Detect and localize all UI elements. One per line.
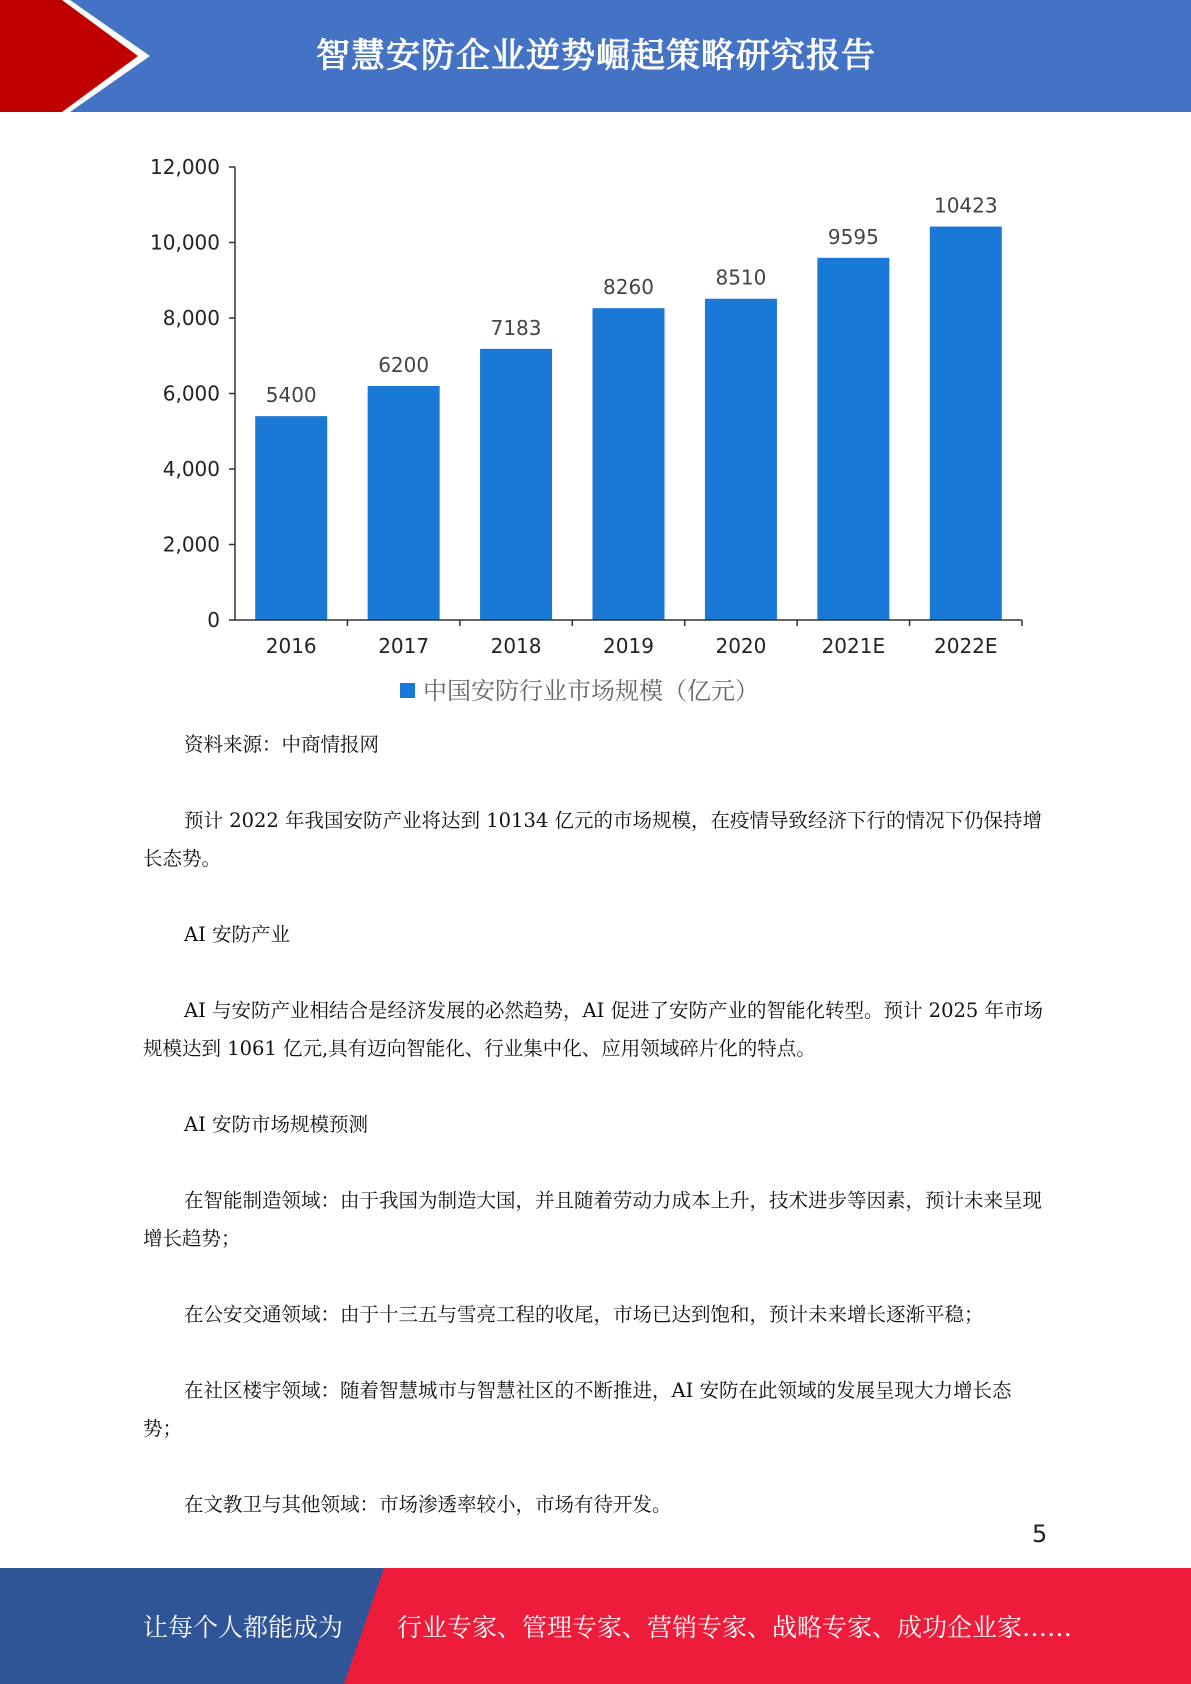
data-label-2017: 6200 xyxy=(378,352,430,377)
bar-2020 xyxy=(705,299,777,620)
legend-swatch xyxy=(400,683,415,698)
data-label-2022E: 10423 xyxy=(933,193,998,218)
paragraph-education-health-other: 在文教卫与其他领域：市场渗透率较小，市场有待开发。 xyxy=(184,1493,672,1516)
page-header xyxy=(0,0,1191,112)
footer-slogan-right: 行业专家、管理专家、营销专家、战略专家、成功企业家…… xyxy=(397,1613,1073,1642)
y-tick-label: 12,000 xyxy=(150,155,220,179)
x-tick-label-2020: 2020 xyxy=(715,634,767,658)
paragraph-forecast-2022: 预计 2022 年我国安防产业将达到 10134 亿元的市场规模，在疫情导致经济下行的情况下仍保持增长态势。 xyxy=(143,809,1042,870)
source-note: 资料来源：中商情报网 xyxy=(184,733,380,756)
bar-2021E xyxy=(817,258,889,620)
bars xyxy=(255,194,1002,620)
y-tick-label: 2,000 xyxy=(162,532,220,557)
report-title: 智慧安防企业逆势崛起策略研究报告 xyxy=(316,36,876,76)
bar-2022E xyxy=(930,227,1002,620)
page-number: 5 xyxy=(1032,1520,1048,1548)
y-tick-label: 8,000 xyxy=(162,306,220,330)
heading-ai-market-forecast: AI 安防市场规模预测 xyxy=(184,1113,368,1136)
data-label-2016: 5400 xyxy=(265,383,317,408)
heading-ai-security-industry: AI 安防产业 xyxy=(184,923,290,946)
data-label-2018: 7183 xyxy=(490,315,542,340)
bar-2017 xyxy=(368,386,440,620)
x-tick-label-2016: 2016 xyxy=(265,634,317,658)
chart-legend xyxy=(400,677,759,705)
paragraph-ai-security: AI 与安防产业相结合是经济发展的必然趋势，AI 促进了安防产业的智能化转型。预计 2025 年市场规模达到 1061 亿元,具有迈向智能化、行业集中化、应用领域碎片化的特点。 xyxy=(143,999,1043,1060)
footer-slogan-left: 让每个人都能成为 xyxy=(143,1613,344,1642)
paragraph-public-security-traffic: 在公安交通领域：由于十三五与雪亮工程的收尾，市场已达到饱和，预计未来增长逐渐平稳； xyxy=(184,1303,984,1326)
legend-label: 中国安防行业市场规模（亿元） xyxy=(423,677,759,705)
x-tick-label-2019: 2019 xyxy=(603,634,654,658)
paragraph-smart-manufacturing: 在智能制造领域：由于我国为制造大国，并且随着劳动力成本上升，技术进步等因素，预计未来呈现增长趋势； xyxy=(143,1189,1043,1250)
market-size-bar-chart xyxy=(135,145,1035,715)
page-footer xyxy=(0,1568,1191,1684)
data-label-2021E: 9595 xyxy=(827,224,879,249)
x-tick-label-2018: 2018 xyxy=(490,634,542,658)
y-tick-label: 10,000 xyxy=(150,230,220,255)
bar-2019 xyxy=(593,308,665,620)
header-arrow-decoration xyxy=(0,0,160,112)
bar-2016 xyxy=(255,416,327,620)
data-label-2020: 8510 xyxy=(715,265,767,290)
x-tick-label-2022E: 2022E xyxy=(934,634,998,658)
paragraph-community-buildings: 在社区楼宇领域：随着智慧城市与智慧社区的不断推进，AI 安防在此领域的发展呈现大力增长态势； xyxy=(143,1379,1012,1440)
bar-2018 xyxy=(480,349,552,620)
y-axis xyxy=(150,155,235,632)
y-tick-label: 6,000 xyxy=(162,381,220,406)
x-tick-label-2021E: 2021E xyxy=(821,634,886,658)
data-label-2019: 8260 xyxy=(603,275,654,300)
x-axis xyxy=(235,620,1022,658)
y-tick-label: 4,000 xyxy=(162,457,220,481)
y-tick-label: 0 xyxy=(207,608,220,632)
x-tick-label-2017: 2017 xyxy=(378,634,430,658)
